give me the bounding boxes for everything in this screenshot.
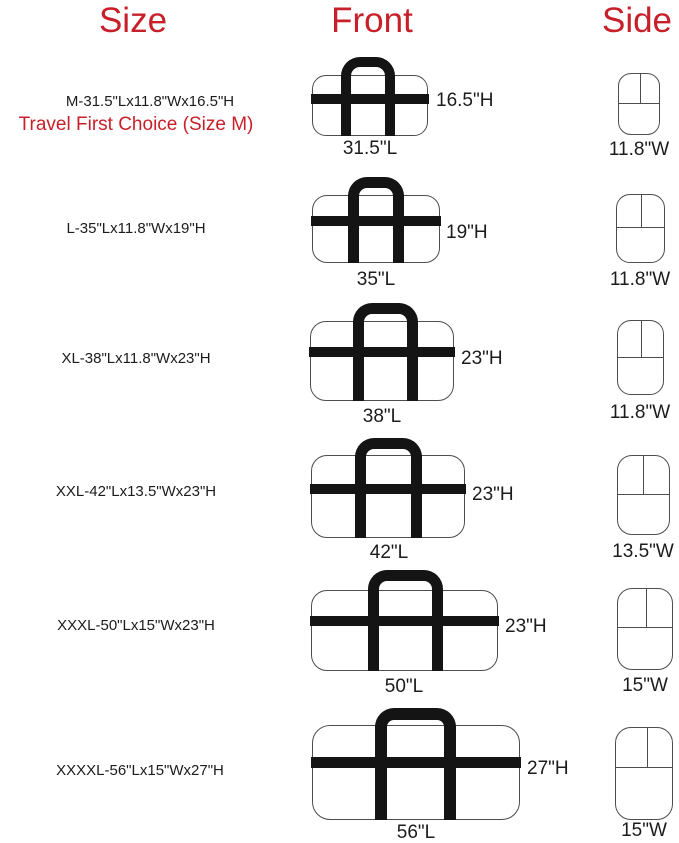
side-divider-horizontal	[619, 103, 659, 104]
width-label: 11.8"W	[608, 139, 670, 160]
width-label: 11.8"W	[609, 402, 671, 423]
height-label: 23"H	[461, 348, 503, 369]
bag-strap	[309, 347, 455, 357]
size-label: XXXXL-56"Lx15"Wx27"H	[56, 762, 224, 779]
bag-side-body	[618, 73, 660, 135]
side-divider-horizontal	[618, 627, 672, 628]
height-label: 23"H	[472, 484, 514, 505]
bag-strap	[311, 94, 429, 104]
length-label: 42"L	[369, 542, 409, 563]
side-divider-vertical	[643, 456, 644, 494]
width-label: 11.8"W	[609, 269, 671, 290]
bag-side-body	[615, 727, 673, 820]
length-label: 35"L	[356, 269, 396, 290]
size-label: XXL-42"Lx13.5"Wx23"H	[55, 483, 217, 500]
side-divider-vertical	[647, 728, 648, 767]
column-header-side: Side	[601, 1, 673, 40]
bag-strap	[310, 484, 466, 494]
side-divider-vertical	[641, 321, 642, 357]
column-header-size: Size	[98, 1, 168, 40]
side-divider-vertical	[640, 74, 641, 103]
side-divider-horizontal	[618, 494, 669, 495]
height-label: 19"H	[446, 222, 488, 243]
width-label: 15"W	[621, 820, 667, 841]
side-divider-horizontal	[617, 227, 664, 228]
height-label: 27"H	[527, 758, 569, 779]
length-label: 38"L	[362, 406, 402, 427]
size-label: XXXL-50"Lx15"Wx23"H	[57, 617, 215, 634]
side-divider-horizontal	[616, 767, 672, 768]
side-divider-vertical	[641, 195, 642, 227]
size-label: XL-38"Lx11.8"Wx23"H	[61, 350, 211, 367]
bag-strap	[310, 616, 499, 626]
side-divider-vertical	[646, 589, 647, 627]
width-label: 13.5"W	[612, 541, 674, 562]
bag-strap	[311, 757, 521, 768]
height-label: 16.5"H	[436, 90, 494, 111]
side-divider-horizontal	[618, 357, 663, 358]
column-header-front: Front	[331, 1, 413, 40]
bag-side-body	[617, 588, 673, 670]
length-label: 56"L	[396, 822, 436, 843]
width-label: 15"W	[622, 675, 668, 696]
length-label: 50"L	[384, 676, 424, 697]
bag-strap	[311, 216, 441, 226]
length-label: 31.5"L	[342, 138, 398, 159]
size-subtitle: Travel First Choice (Size M)	[18, 114, 254, 135]
size-label: L-35"Lx11.8"Wx19"H	[66, 220, 206, 237]
height-label: 23"H	[505, 616, 547, 637]
size-label: M-31.5"Lx11.8"Wx16.5"H	[65, 93, 235, 110]
